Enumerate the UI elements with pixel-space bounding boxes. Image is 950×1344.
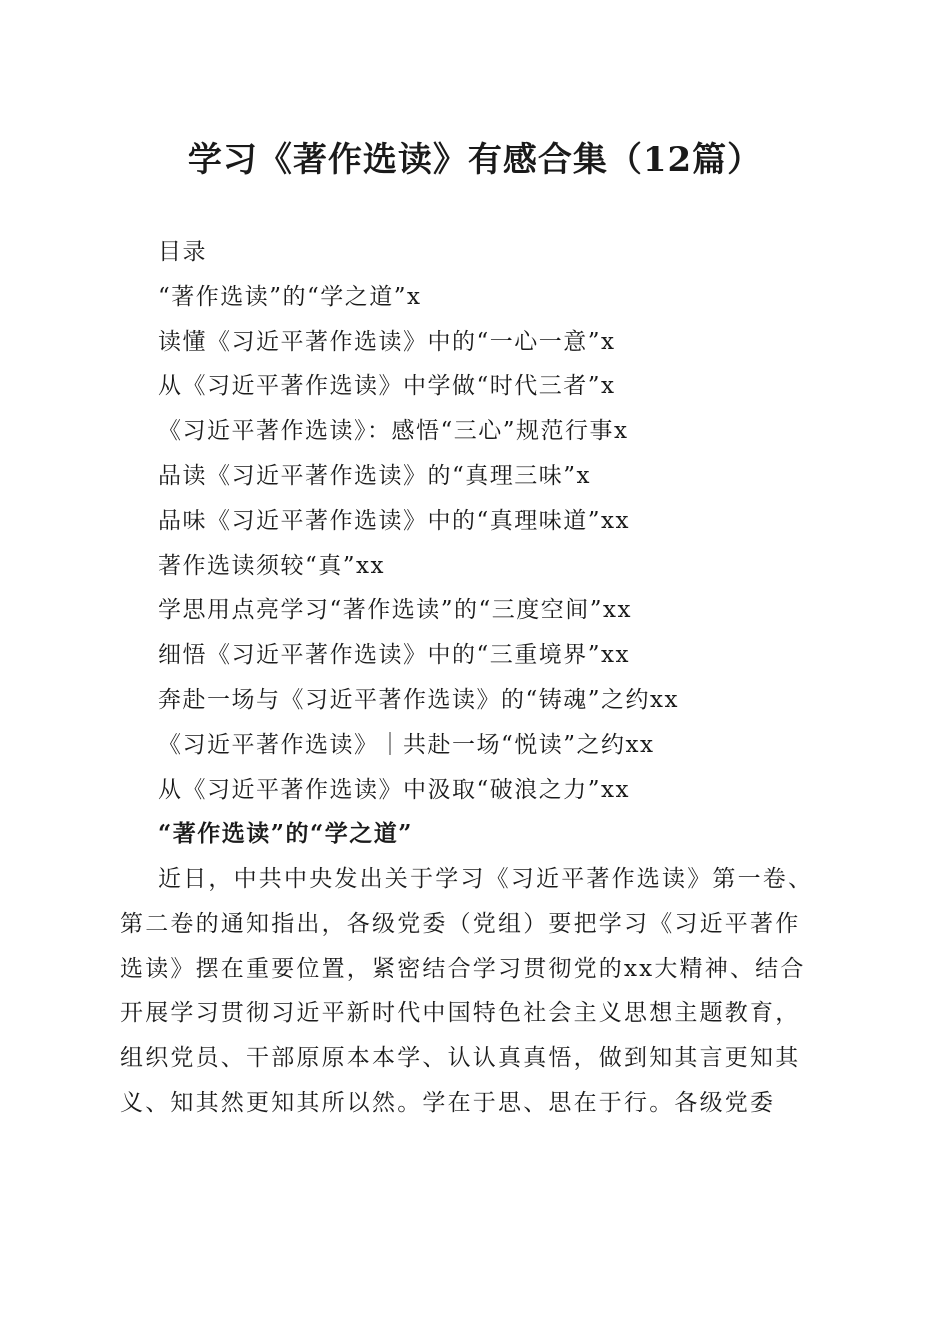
toc-item: 从《习近平著作选读》中汲取“破浪之力”xx: [158, 776, 630, 803]
toc-item: 从《习近平著作选读》中学做“时代三者”x: [158, 373, 616, 400]
toc-item: 学思用点亮学习“著作选读”的“三度空间”xx: [158, 597, 632, 624]
toc-item: 品味《习近平著作选读》中的“真理味道”xx: [158, 507, 630, 534]
section-heading: “著作选读”的“学之道”: [158, 820, 413, 847]
paragraph-line: 组织党员、干部原原本本学、认认真真悟，做到知其言更知其: [120, 1045, 801, 1072]
paragraph-line: 选读》摆在重要位置，紧密结合学习贯彻党的xx大精神、结合: [120, 955, 806, 982]
paragraph-line: 开展学习贯彻习近平新时代中国特色社会主义思想主题教育，: [120, 1000, 801, 1027]
toc-item: 细悟《习近平著作选读》中的“三重境界”xx: [158, 642, 630, 669]
paragraph-line: 第二卷的通知指出，各级党委（党组）要把学习《习近平著作: [120, 910, 801, 937]
toc-item: 《习近平著作选读》｜共赴一场“悦读”之约xx: [158, 731, 655, 758]
toc-item: 读懂《习近平著作选读》中的“一心一意”x: [158, 328, 616, 355]
toc-item: 著作选读须较“真”xx: [158, 552, 385, 579]
toc-heading: 目录: [158, 239, 207, 265]
toc-item: 奔赴一场与《习近平著作选读》的“铸魂”之约xx: [158, 686, 679, 713]
paragraph-line: 近日，中共中央发出关于学习《习近平著作选读》第一卷、: [158, 866, 814, 892]
table-of-contents: [158, 230, 858, 812]
toc-item: 《习近平著作选读》：感悟“三心”规范行事x: [158, 418, 629, 445]
body-paragraph: [120, 857, 832, 1126]
toc-item: 品读《习近平著作选读》的“真理三味”x: [158, 462, 591, 489]
paragraph-line: 义、知其然更知其所以然。学在于思、思在于行。各级党委: [120, 1089, 776, 1116]
document-title: 学习《著作选读》有感合集（12篇）: [187, 140, 763, 180]
toc-item: “著作选读”的“学之道”x: [158, 283, 422, 310]
